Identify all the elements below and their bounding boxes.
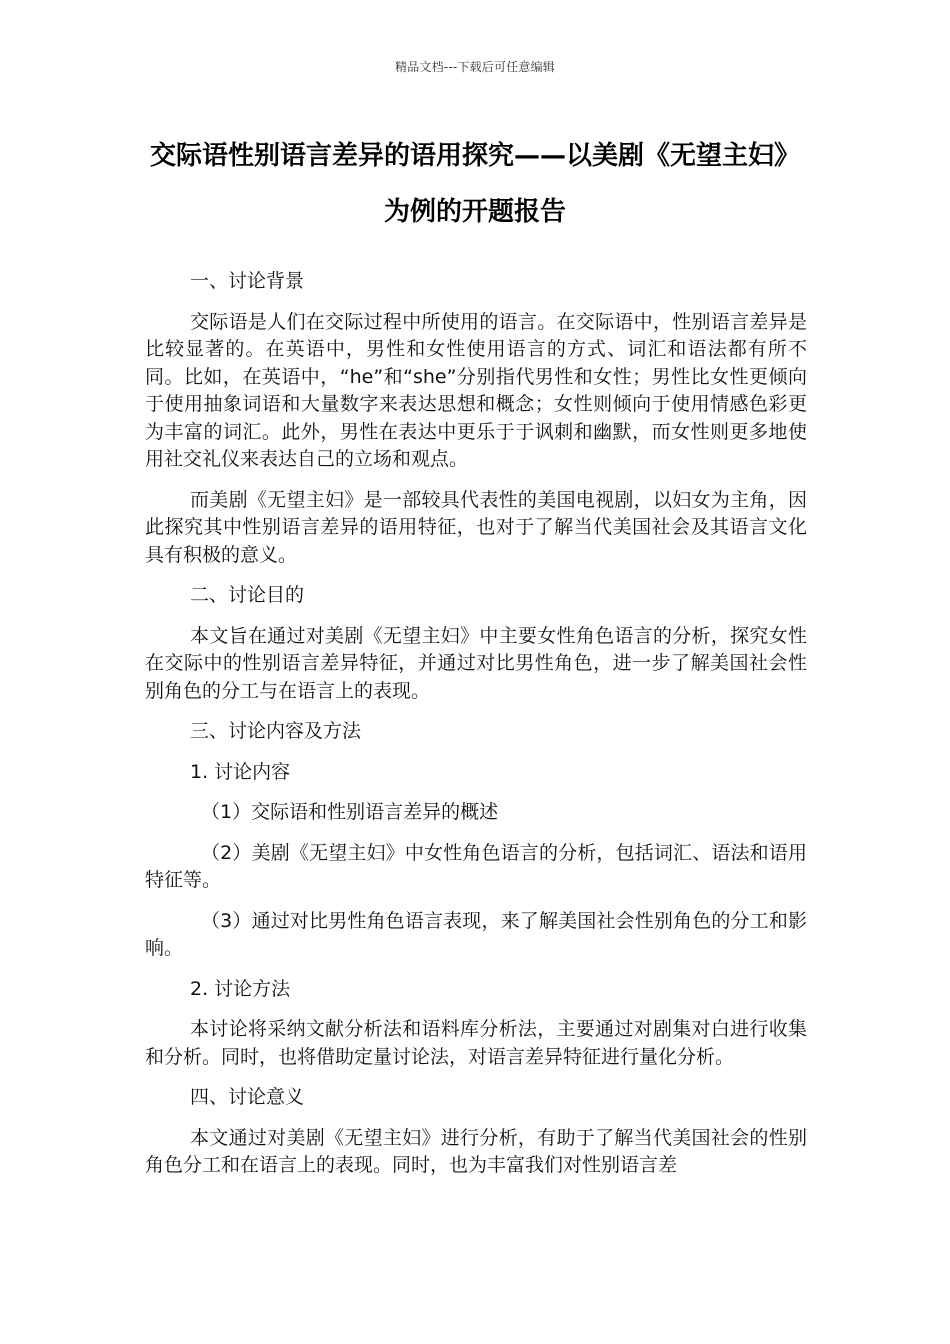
content-item-3: （3）通过对比男性角色语言表现，来了解美国社会性别角色的分工和影响。	[145, 909, 807, 959]
method-paragraph: 本讨论将采纳文献分析法和语料库分析法，主要通过对剧集对白进行收集和分析。同时，也将借助定量讨论法，对语言差异特征进行量化分析。	[145, 1018, 807, 1068]
significance-paragraph: 本文通过对美剧《无望主妇》进行分析，有助于了解当代美国社会的性别角色分工和在语言上的表现。同时，也为丰富我们对性别语言差	[145, 1126, 807, 1176]
document-body	[145, 268, 807, 1193]
document-title: 交际语性别语言差异的语用探究——以美剧《无望主妇》为例的开题报告	[149, 141, 800, 227]
subheading-content: 1. 讨论内容	[190, 760, 291, 783]
section-heading-background: 一、讨论背景	[190, 270, 305, 292]
purpose-paragraph: 本文旨在通过对美剧《无望主妇》中主要女性角色语言的分析，探究女性在交际中的性别语言差异特征，并通过对比男性角色，进一步了解美国社会性别角色的分工与在语言上的表现。	[145, 624, 807, 702]
section-heading-content-method: 三、讨论内容及方法	[190, 720, 362, 742]
content-item-2: （2）美剧《无望主妇》中女性角色语言的分析，包括词汇、语法和语用特征等。	[145, 841, 807, 891]
section-heading-significance: 四、讨论意义	[190, 1086, 305, 1108]
page-header: 精品文档---下载后可任意编辑	[395, 60, 555, 74]
section-heading-purpose: 二、讨论目的	[190, 584, 305, 606]
background-paragraph-2: 而美剧《无望主妇》是一部较具代表性的美国电视剧，以妇女为主角，因此探究其中性别语言差异的语用特征，也对于了解当代美国社会及其语言文化具有积极的意义。	[145, 488, 807, 566]
background-paragraph-1: 交际语是人们在交际过程中所使用的语言。在交际语中，性别语言差异是比较显著的。在英语中，男性和女性使用语言的方式、词汇和语法都有所不同。比如，在英语中，“he”和“she”分别指代男性和女性；男性比女性更倾向于使用抽象词语和大量数字来表达思想和概念；女性则倾向于使用情感色彩更为丰富的词汇。此外，男性在表达中更乐于于讽刺和幽默，而女性则更多地使用社交礼仪来表达自己的立场和观点。	[145, 310, 807, 470]
content-item-1: （1）交际语和性别语言差异的概述	[201, 801, 499, 823]
subheading-method: 2. 讨论方法	[190, 977, 291, 1000]
